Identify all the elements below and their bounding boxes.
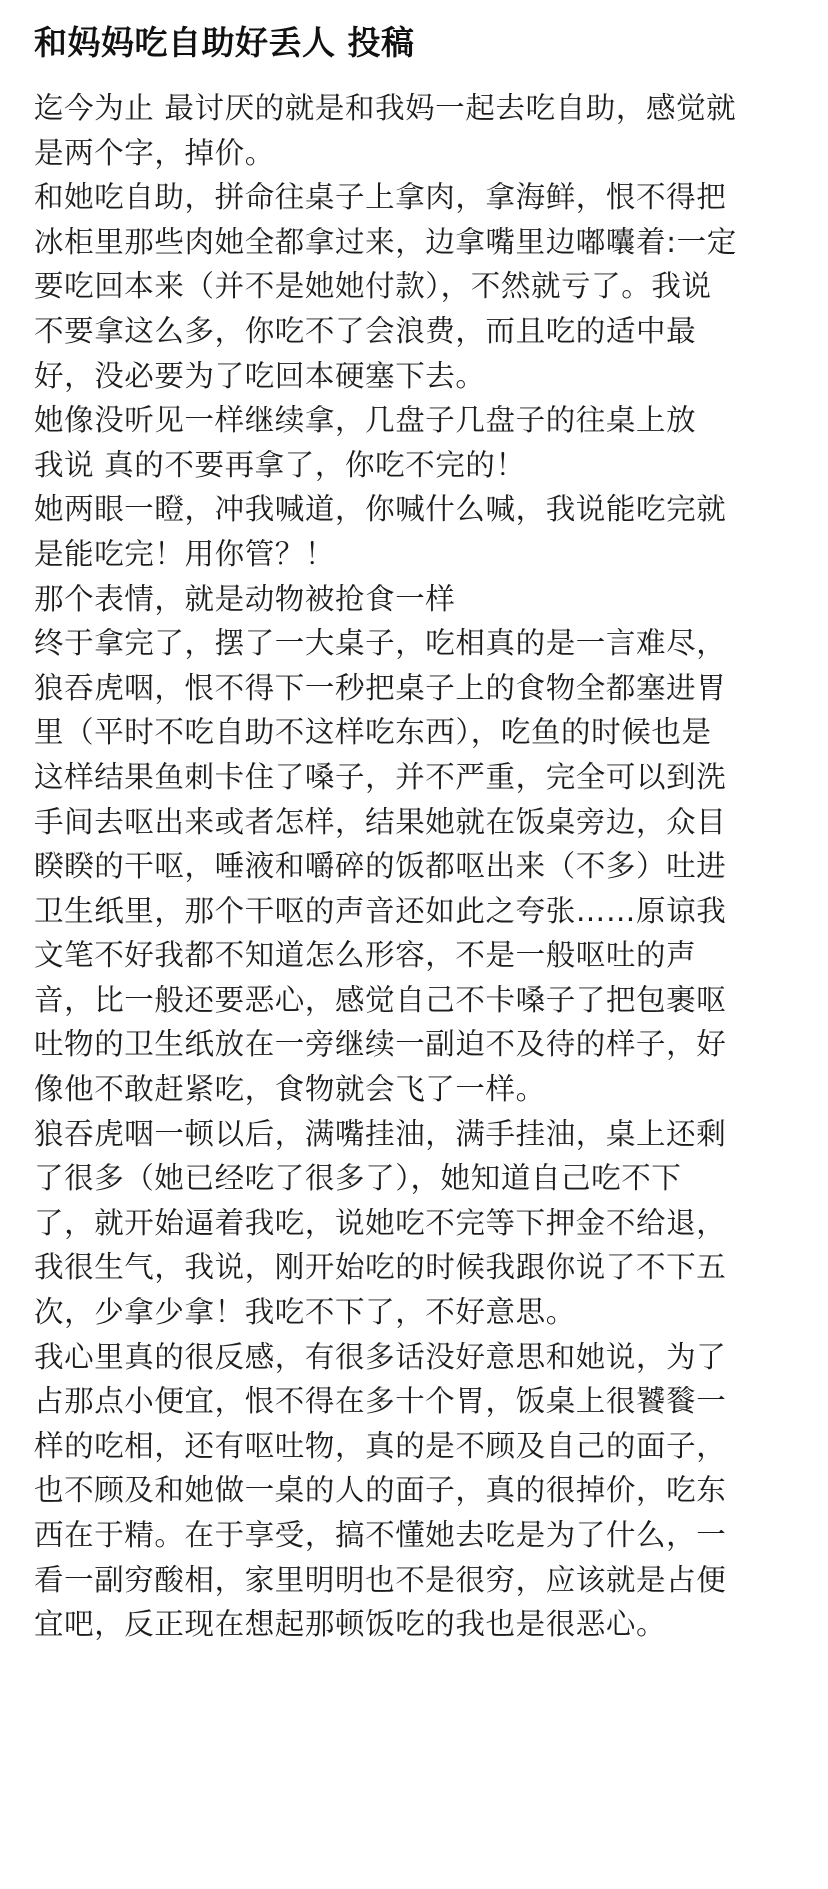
post-line: 她两眼一瞪，冲我喊道，你喊什么喊，我说能吃完就 [34,492,727,527]
post-line: 卫生纸里，那个干呕的声音还如此之夸张……原谅我 [34,893,727,928]
post-line: 样的吃相，还有呕吐物，真的是不顾及自己的面子， [34,1428,727,1463]
post-line: 次，少拿少拿！我吃不下了，不好意思。 [34,1295,576,1330]
post-line: 了，就开始逼着我吃，说她吃不完等下押金不给退， [34,1205,727,1240]
post-line: 终于拿完了，摆了一大桌子，吃相真的是一言难尽， [34,626,727,661]
post-line: 这样结果鱼刺卡住了嗓子，并不严重，完全可以到洗 [34,759,727,794]
post-line: 看一副穷酸相，家里明明也不是很穷，应该就是占便 [34,1562,727,1597]
post-line: 她像没听见一样继续拿，几盘子几盘子的往桌上放 [34,403,697,438]
post-line: 手间去呕出来或者怎样，结果她就在饭桌旁边，众目 [34,804,727,839]
post-line: 我很生气，我说，刚开始吃的时候我跟你说了不下五 [34,1250,727,1285]
post-line: 迄今为止 最讨厌的就是和我妈一起去吃自助，感觉就 [34,91,737,125]
post-line: 不要拿这么多，你吃不了会浪费，而且吃的适中最 [34,313,697,348]
post-line: 睽睽的干呕，唾液和嚼碎的饭都呕出来（不多）吐进 [34,849,727,884]
post-line: 了很多（她已经吃了很多了），她知道自己吃不下 [34,1161,682,1196]
post-line: 我说 真的不要再拿了，你吃不完的！ [34,447,526,482]
post-line: 宜吧，反正现在想起那顿饭吃的我也是很恶心。 [34,1607,667,1642]
post-line: 里（平时不吃自助不这样吃东西），吃鱼的时候也是 [34,715,712,750]
post-line: 我心里真的很反感，有很多话没好意思和她说，为了 [34,1339,727,1374]
post-body [34,86,804,1647]
post-line: 西在于精。在于享受，搞不懂她去吃是为了什么，一 [34,1518,727,1552]
post-line: 狼吞虎咽，恨不得下一秒把桌子上的食物全都塞进胃 [34,670,727,705]
post-line: 是能吃完！用你管？！ [34,536,336,571]
post-line: 好，没必要为了吃回本硬塞下去。 [34,358,486,393]
post-line: 和她吃自助，拼命往桌子上拿肉，拿海鲜，恨不得把 [34,180,727,215]
post-line: 像他不敢赶紧吃，食物就会飞了一样。 [34,1072,546,1107]
post-title: 和妈妈吃自助好丢人 投稿 [34,23,415,62]
post-line: 音，比一般还要恶心，感觉自己不卡嗓子了把包裹呕 [34,982,727,1017]
post-line: 狼吞虎咽一顿以后，满嘴挂油，满手挂油，桌上还剩 [34,1116,727,1151]
post-line: 吐物的卫生纸放在一旁继续一副迫不及待的样子，好 [34,1027,727,1062]
post-line: 文笔不好我都不知道怎么形容，不是一般呕吐的声 [34,938,697,973]
post-line: 也不顾及和她做一桌的人的面子，真的很掉价，吃东 [34,1473,727,1508]
post-line: 那个表情，就是动物被抢食一样 [34,581,456,616]
post-line: 要吃回本来（并不是她她付款），不然就亏了。我说 [34,269,712,304]
post-line: 冰柜里那些肉她全都拿过来，边拿嘴里边嘟囔着:一定 [34,224,737,259]
post-line: 占那点小便宜，恨不得在多十个胃，饭桌上很饕餮一 [34,1384,727,1419]
post-line: 是两个字，掉价。 [34,135,275,170]
